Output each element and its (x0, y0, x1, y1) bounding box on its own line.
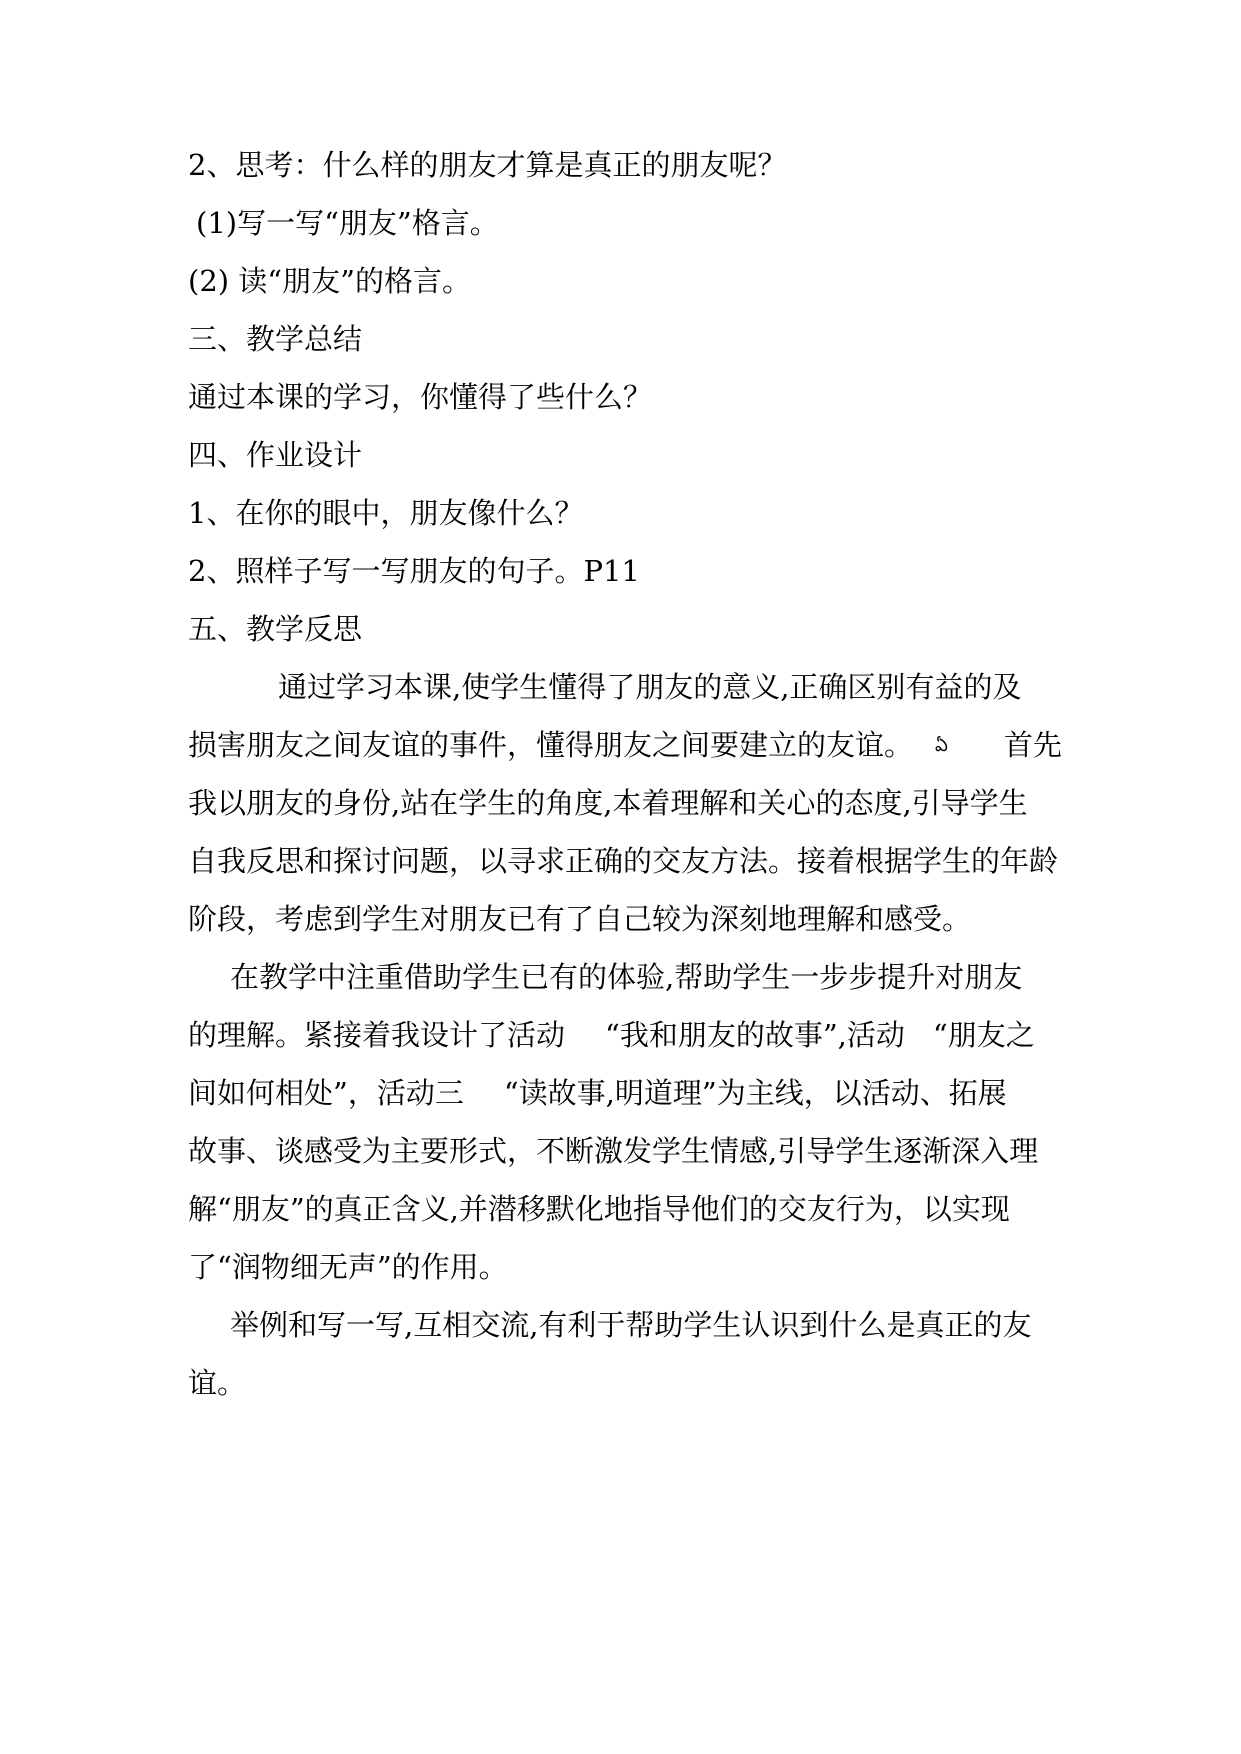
reflection-p2-line-2 (188, 1015, 1035, 1055)
reflection-p2-line-6: 了“润物细无声”的作用。 (188, 1250, 508, 1284)
paragraph-marker-icon: ఏ (935, 735, 948, 756)
reflection-p3-line-1: 举例和写一写,互相交流,有利于帮助学生认识到什么是真正的友 (230, 1308, 1032, 1342)
reflection-p2-line-3 (188, 1073, 1007, 1113)
section-5-heading: 五、教学反思 (188, 612, 363, 646)
reflection-p2-line-3-a: 间如何相处”，活动三 (188, 1076, 464, 1110)
reflection-p1-line-2-text: 损害朋友之间友谊的事件，懂得朋友之间要建立的友谊。 (188, 728, 914, 762)
reflection-p2-line-2-b: “我和朋友的故事”,活动 (605, 1018, 905, 1052)
reflection-p2-line-5: 解“朋友”的真正含义,并潜移默化地指导他们的交友行为，以实现 (188, 1192, 1010, 1226)
homework-2: 2、照样子写一写朋友的句子。P11 (188, 554, 640, 588)
reflection-p1-line-2 (188, 725, 1062, 766)
reflection-p1-line-4: 自我反思和探讨问题，以寻求正确的交友方法。接着根据学生的年龄 (188, 844, 1059, 878)
reflection-p2-line-4: 故事、谈感受为主要形式，不断激发学生情感,引导学生逐渐深入理 (188, 1134, 1039, 1168)
homework-1: 1、在你的眼中，朋友像什么？ (188, 496, 584, 530)
section-3-heading: 三、教学总结 (188, 322, 363, 356)
item-1-write-mottos: (1)写一写“朋友”格言。 (196, 206, 499, 240)
item-2-read-mottos: (2) 读“朋友”的格言。 (188, 264, 471, 298)
reflection-p2-line-1: 在教学中注重借助学生已有的体验,帮助学生一步步提升对朋友 (230, 960, 1023, 994)
section-3-text: 通过本课的学习，你懂得了些什么？ (188, 380, 653, 414)
reflection-p1-line-5: 阶段，考虑到学生对朋友已有了自己较为深刻地理解和感受。 (188, 902, 972, 936)
reflection-p2-line-2-a: 的理解。紧接着我设计了活动 (188, 1018, 566, 1052)
reflection-p2-line-3-b: “读故事,明道理”为主线，以活动、拓展 (503, 1076, 1007, 1110)
question-2: 2、思考：什么样的朋友才算是真正的朋友呢？ (188, 148, 787, 182)
reflection-p3-line-2: 谊。 (188, 1366, 247, 1400)
section-4-heading: 四、作业设计 (188, 438, 363, 472)
reflection-p2-line-2-c: “朋友之 (932, 1018, 1035, 1052)
reflection-p1-line-1: 通过学习本课,使学生懂得了朋友的意义,正确区别有益的及 (278, 670, 1022, 704)
reflection-p1-line-3: 我以朋友的身份,站在学生的角度,本着理解和关心的态度,引导学生 (188, 786, 1028, 820)
reflection-p1-line-2-tail: 首先 (1003, 728, 1062, 762)
